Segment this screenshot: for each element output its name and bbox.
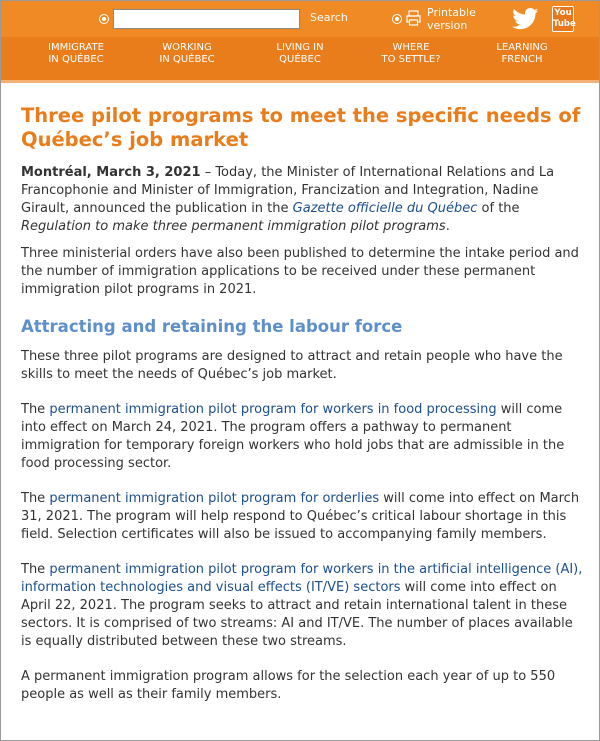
- youtube-icon[interactable]: [552, 6, 574, 32]
- orderlies-pre: The: [21, 491, 50, 506]
- article-title: Three pilot programs to meet the specific needs of Québec’s job market: [21, 104, 581, 151]
- intro-text-3: .: [445, 219, 450, 234]
- section-heading: Attracting and retaining the labour force: [21, 317, 403, 336]
- food-processing-link[interactable]: permanent immigration pilot program for workers in food processing: [49, 402, 497, 417]
- twitter-icon[interactable]: [512, 8, 539, 30]
- printable-version-link[interactable]: Printable version: [427, 6, 476, 32]
- search-input[interactable]: [113, 9, 300, 29]
- nav-learning-french[interactable]: LEARNING FRENCH: [496, 42, 548, 65]
- nav-living[interactable]: LIVING IN QUÉBEC: [276, 42, 324, 65]
- radio-printable-icon[interactable]: [392, 14, 402, 24]
- orderlies-paragraph: [21, 490, 586, 544]
- nav-where-to-settle[interactable]: WHERE TO SETTLE?: [381, 42, 441, 65]
- dateline: Montréal, March 3, 2021: [21, 165, 201, 180]
- nav-divider: [1, 80, 600, 83]
- ai-itve-link[interactable]: permanent immigration pilot program for workers in the artificial intelligence (AI), information technologies and visual effects (IT/VE) sectors: [21, 562, 583, 595]
- gazette-link[interactable]: Gazette officielle du Québec: [292, 201, 478, 216]
- article: [21, 96, 586, 704]
- top-bar: [1, 1, 600, 37]
- radio-search-icon[interactable]: [99, 14, 109, 24]
- permanent-program-paragraph: A permanent immigration program allows for the selection each year of up to 550 people as well as their family members.: [21, 669, 556, 702]
- printer-icon[interactable]: [406, 10, 421, 26]
- nav-working[interactable]: WORKING IN QUÉBEC: [159, 42, 215, 65]
- intro-text-1: – Today, the Minister of International Relations and La Francophonie and Minister of Immigration, Francization and Integration, Nadine Girault, announced the publication in the: [21, 165, 555, 216]
- intro-paragraph: [21, 164, 586, 236]
- search-button[interactable]: Search: [310, 11, 348, 24]
- food-pre: The: [21, 402, 50, 417]
- food-processing-paragraph: [21, 401, 586, 473]
- ai-paragraph: [21, 561, 586, 651]
- youtube-label-top: You: [554, 8, 572, 18]
- ai-pre: The: [21, 562, 50, 577]
- nav-immigrate[interactable]: IMMIGRATE IN QUÉBEC: [48, 42, 104, 65]
- designed-paragraph: These three pilot programs are designed to attract and retain people who have the skills to meet the needs of Québec’s job market.: [21, 349, 563, 382]
- main-nav: [1, 37, 600, 80]
- orderlies-post: will come into effect on March 31, 2021. The program will help respond to Québec’s critical labour shortage in this field. Selection certificates will also be issued to accompanying family members.: [21, 491, 580, 542]
- regulation-title: Regulation to make three permanent immigration pilot programs: [21, 219, 446, 234]
- youtube-label-bottom: Tube: [553, 19, 576, 29]
- ai-post: will come into effect on April 22, 2021. The program seeks to attract and retain international talent in these sectors. It is comprised of two streams: AI and IT/VE. The number of places available is equally distributed between these two streams.: [21, 580, 573, 649]
- orders-paragraph: Three ministerial orders have also been published to determine the intake period and the number of immigration applications to be received under these permanent immigration pilot programs in 2021.: [21, 246, 579, 297]
- intro-text-2: of the: [477, 201, 520, 216]
- orderlies-link[interactable]: permanent immigration pilot program for orderlies: [49, 491, 380, 506]
- food-post: will come into effect on March 24, 2021. The program offers a pathway to permanent immigration for temporary foreign workers who hold jobs that are admissible in the food processing sector.: [21, 402, 565, 471]
